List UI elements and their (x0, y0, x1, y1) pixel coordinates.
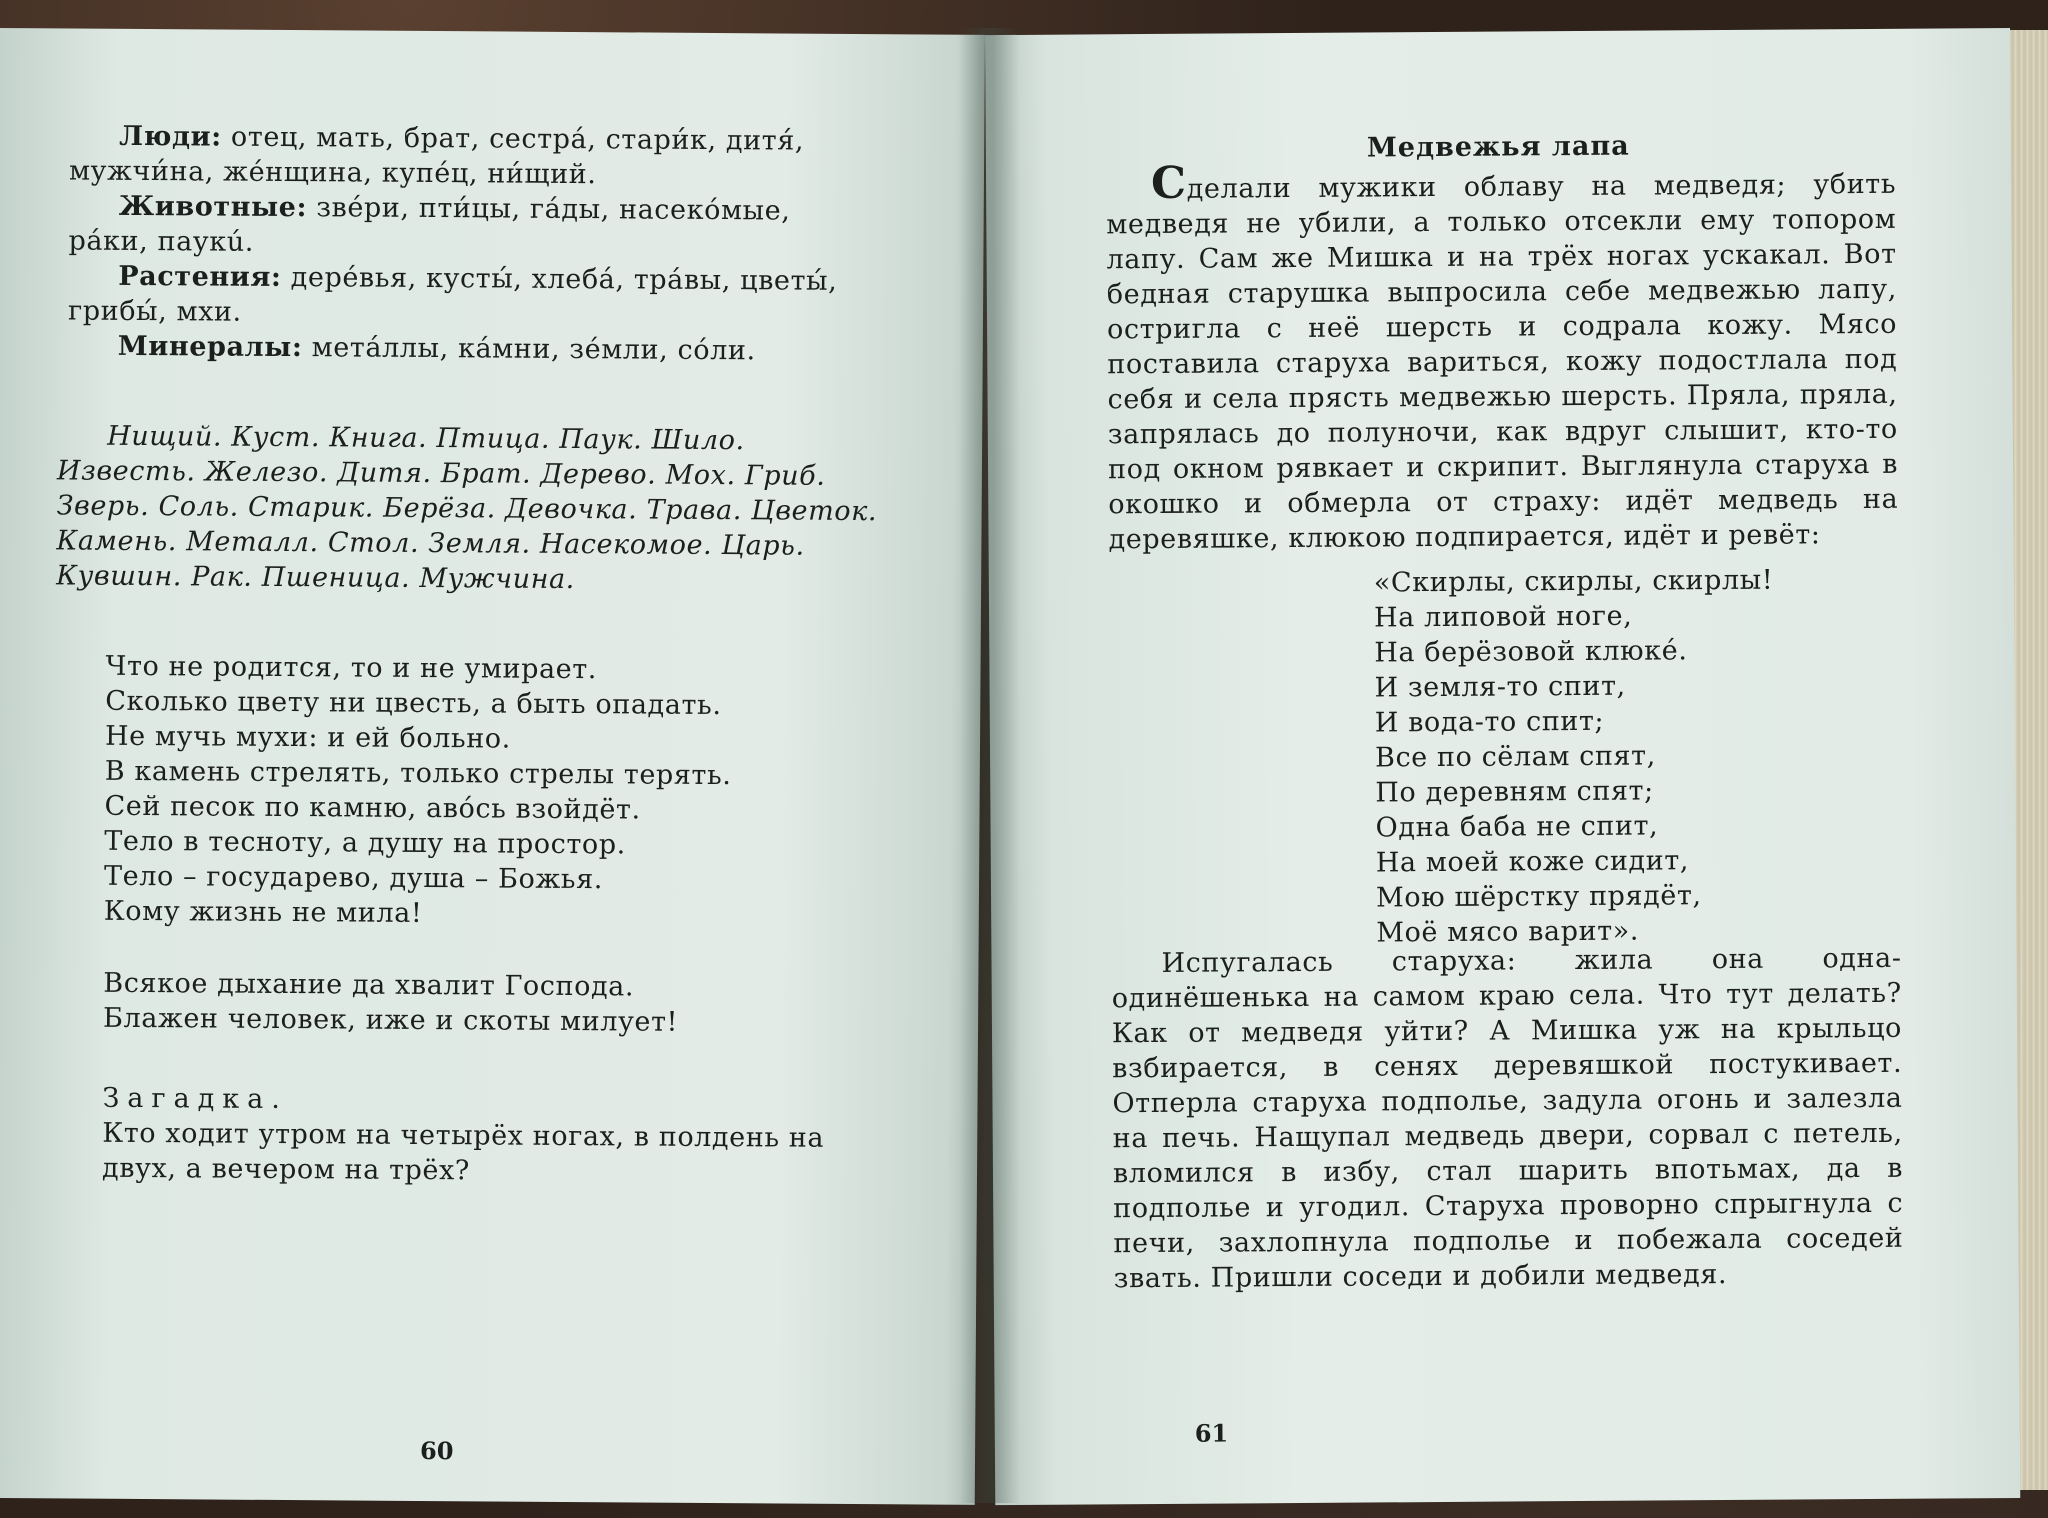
categories-section (68, 118, 880, 369)
paragraph-body: Испугалась старуха: жила она одна-одинёшенька на самом краю села. Что тут делать? Как от медведя уйти? А Мишка уж на крыльцо взбирается, в сенях деревяшкой постукивает. Отперла старуха подполье, задула огонь и залезла на печь. Нащупал медведь двери, сорвал с петель, вломился в избу, стал шарить впотьмах, да в подполье и угодил. Старуха проворно спрыгнула с печи, захлопнула подполье и побежала соседей звать. Пришли соседи и добили медведя. (1111, 942, 1904, 1295)
right-page (985, 28, 2020, 1505)
story-paragraph-1 (1106, 157, 1899, 558)
poem-line: Одна баба не спит, (1375, 810, 1659, 844)
drop-cap: С (1150, 157, 1187, 209)
paragraph-text (1106, 157, 1899, 558)
poem-line: Мою шёрстку прядёт, (1375, 880, 1702, 914)
proverb-line: Не мучь мухи: и ей больно. (104, 720, 512, 755)
category-people (69, 118, 879, 194)
category-label: Животные: (118, 190, 308, 224)
category-label: Люди: (119, 120, 222, 153)
proverb-line: Сей песок по камню, авóсь взойдёт. (104, 790, 641, 826)
proverbs-section (104, 649, 886, 934)
saying-line: Всякое дыхание да хвалит Господа. (103, 967, 635, 1003)
poem-section (1374, 562, 1877, 950)
word-list-section (56, 418, 887, 599)
book-gutter (960, 28, 1020, 1503)
proverb-line: В камень стрелять, только стрелы терять. (104, 755, 732, 792)
poem-line: По деревням спят; (1375, 775, 1654, 809)
story-paragraph-2 (1111, 941, 1903, 1297)
proverb-line: Тело в тесноту, а душу на простор. (104, 825, 627, 861)
poem-line: На берёзовой клюкé. (1374, 635, 1688, 669)
proverb-line: Кому жизнь не мила! (103, 895, 423, 929)
word-list: Нищий. Куст. Книга. Птица. Паук. Шило. Известь. Железо. Дитя. Брат. Дерево. Мох. Гриб. Зверь. Соль. Старик. Берёза. Девочка. Трава. Цветок. Камень. Металл. Стол. Земля. Насекомое. Царь. Кувшин. Рак. Пшеница. Мужчина. (56, 420, 878, 596)
book-spread (0, 28, 2010, 1503)
category-plants (68, 258, 878, 334)
category-text: отец, мать, брат, сестрá, стари́к, дитя́, мужчи́на, жéнщина, купéц, ни́щий. (68, 121, 805, 191)
category-text: метáллы, кáмни, зéмли, сóли. (311, 332, 756, 367)
category-animals (68, 188, 878, 264)
poem-line: Моё мясо варит». (1376, 915, 1640, 949)
poem-line: На липовой ноге, (1373, 600, 1633, 634)
category-text: звéри, пти́цы, гáды, насекóмые, рáки, паукú. (68, 192, 791, 258)
category-label: Растения: (118, 260, 282, 293)
saying-line: Блажен человек, иже и скоты милует! (102, 1002, 679, 1038)
poem-line: «Скирлы, скирлы, скирлы! (1373, 564, 1774, 599)
riddle-section (102, 1081, 883, 1191)
riddle-text: Кто ходит утром на четырёх ногах, в полдень на двух, а вечером на трёх? (101, 1117, 825, 1187)
left-page (0, 28, 985, 1505)
proverb-line: Тело – государево, душа – Божья. (103, 860, 604, 896)
page-number-left: 60 (419, 1435, 454, 1466)
poem-line: На моей коже сидит, (1375, 845, 1690, 879)
category-minerals (68, 328, 878, 369)
sayings-section (103, 966, 883, 1041)
category-label: Минералы: (117, 330, 303, 364)
riddle-heading: Загадка. (102, 1082, 288, 1116)
proverb-line: Что не родится, то и не умирает. (105, 650, 598, 686)
paragraph-body: делали мужики облаву на медведя; убить медведя не убили, а только отсекли ему топором лапу. Сам же Мишка и на трёх ногах ускакал. Вот бедная старушка выпросила себе медвежью лапу, остригла с неё шерсть и содрала кожу. Мясо поставила старуха вариться, кожу подостлала под себя и села прясть медвежью шерсть. Пряла, пряла, запрялась до полуночи, как вдруг слышит, кто-то под окном рявкает и скрипит. Выглянула старуха в окошко и обмерла от страху: идёт медведь на деревяшке, клюкою подпирается, идёт и ревёт: (1106, 168, 1899, 556)
page-number-right: 61 (1194, 1418, 1229, 1448)
poem-line: И вода-то спит; (1374, 705, 1605, 739)
category-text: дерéвья, кусты́, хлебá, трáвы, цветы́, грибы́, мхи. (67, 262, 838, 328)
poem-line: И земля-то спит, (1374, 670, 1626, 704)
story-title: Медвежья лапа (1366, 130, 1630, 164)
poem-line: Все по сёлам спят, (1374, 740, 1656, 774)
proverb-line: Сколько цвету ни цвесть, а быть опадать. (105, 685, 722, 722)
